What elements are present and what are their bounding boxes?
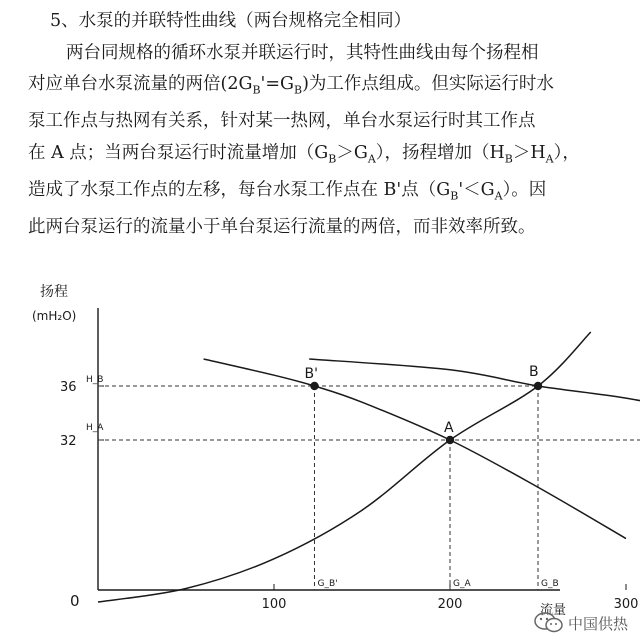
paragraph-line: 造成了水泵工作点的左移，每台水泵工作点在 B'点$(G_B'<G_A)$。因: [28, 179, 547, 202]
curves-layer: [98, 332, 640, 602]
y-tick-label: 36: [60, 380, 77, 395]
y-axis-label: 扬程: [40, 284, 68, 300]
paragraph-line: 两台同规格的循环水泵并联运行时，其特性曲线由每个扬程相: [66, 42, 539, 63]
point-label: B: [529, 364, 539, 380]
paragraph-line: 对应单台水泵流量的两倍$(2G_B'=G_B)$为工作点组成。但实际运行时水: [28, 74, 554, 97]
chat-bubble-icon: [534, 611, 564, 635]
operating-point: [310, 382, 318, 390]
system-curve: [98, 332, 591, 602]
paragraph-line: 泵工作点与热网有关系，针对某一热网，单台水泵运行时其工作点: [28, 111, 536, 131]
watermark: [534, 611, 628, 635]
ha-label: H_A: [86, 423, 104, 433]
x-tick-label: 200: [437, 597, 463, 612]
x-tick-label: 100: [261, 597, 287, 612]
gb-label: G_B: [541, 579, 559, 589]
hb-label: H_B: [86, 375, 104, 385]
origin-label: 0: [70, 592, 80, 610]
guides-layer: [98, 386, 640, 590]
points-layer: [304, 364, 640, 444]
operating-point: [534, 382, 542, 390]
ticks-layer: [60, 375, 640, 612]
y-tick-label: 32: [60, 434, 77, 449]
point-label: B': [304, 366, 318, 382]
paragraph-line: 在 A 点；当两台泵运行时流量增加$(G_B>G_A)$，扬程增加$(H_B>H_A)$，: [28, 142, 580, 165]
ga-label: G_A: [453, 579, 471, 589]
gb-prime-label: G_B': [317, 579, 338, 589]
watermark-text: 中国供热: [567, 614, 628, 633]
paragraph-line: 此两台泵运行的流量小于单台泵运行流量的两倍，而非效率所致。: [28, 216, 536, 237]
section-heading: 5、水泵的并联特性曲线（两台规格完全相同）: [50, 11, 412, 31]
operating-point: [446, 436, 454, 444]
parallel-pump-curve: [309, 359, 640, 467]
x-axis-label: 流量: [540, 603, 567, 618]
point-label: A: [444, 420, 454, 436]
x-tick-label: 300: [613, 597, 639, 612]
y-axis-unit: (mH₂O): [32, 309, 77, 323]
